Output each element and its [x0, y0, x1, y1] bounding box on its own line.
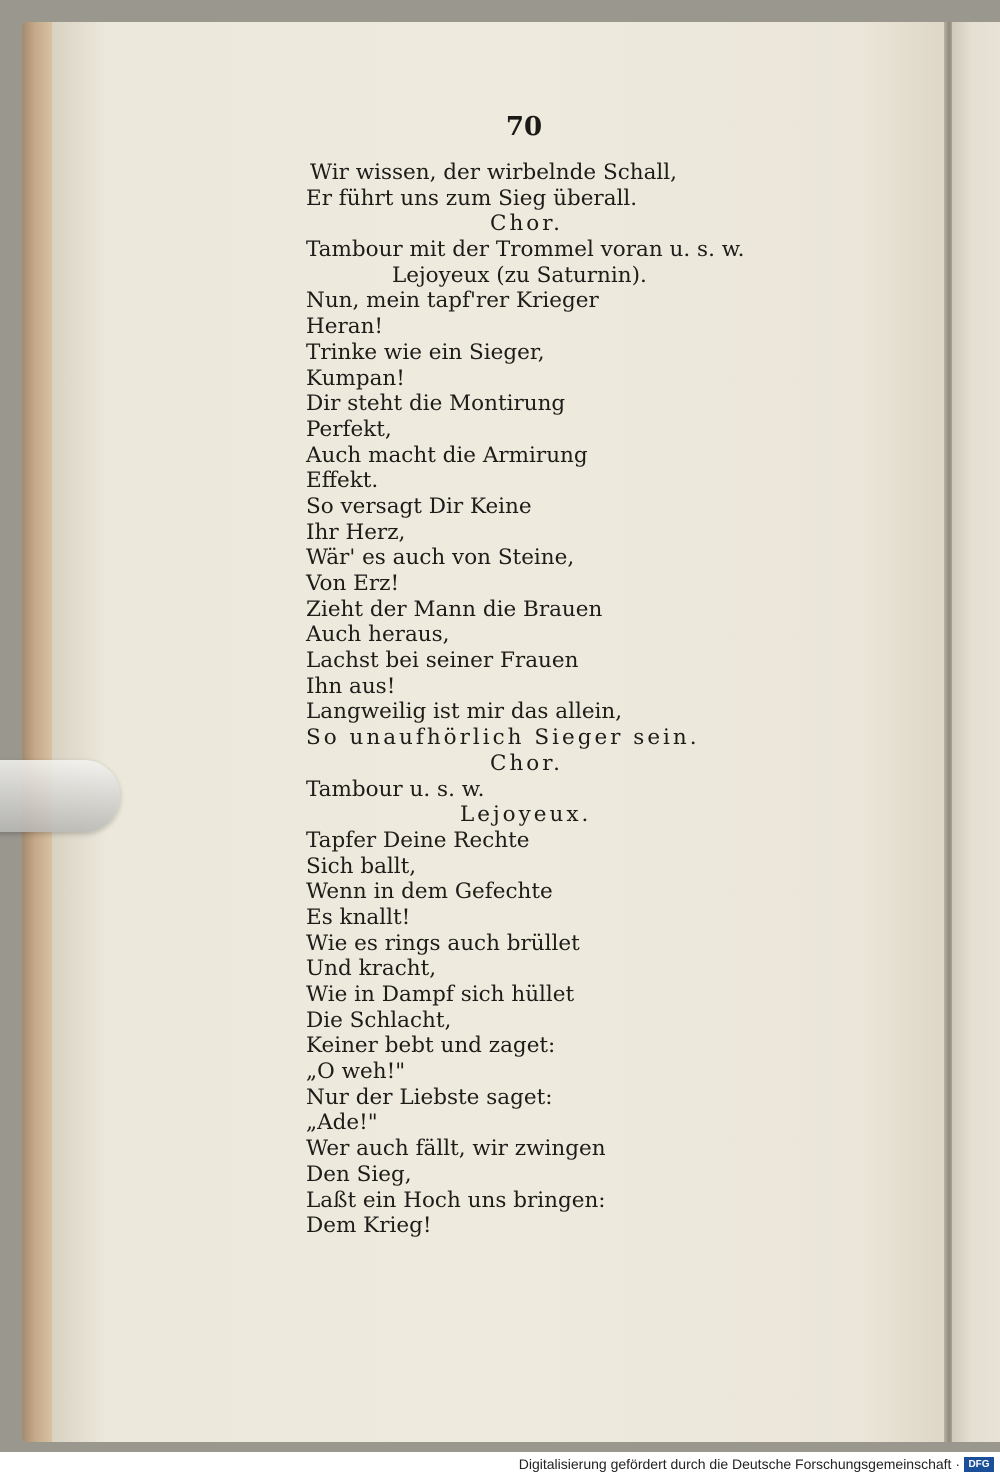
verse-line: Wir wissen, der wirbelnde Schall, — [310, 160, 678, 185]
verse-line: Sich ballt, — [306, 853, 417, 879]
verse-line: Nun, mein tapf'rer Krieger — [306, 288, 599, 314]
verse-line: Lachst bei seiner Frauen — [306, 648, 579, 674]
facing-page-edge — [952, 22, 1000, 1442]
dfg-logo: DFG — [964, 1457, 994, 1472]
verse-line: Auch macht die Armirung — [306, 442, 588, 468]
verse-line: Laßt ein Hoch uns bringen: — [306, 1187, 606, 1213]
verse-line: Nur der Liebste saget: — [306, 1084, 553, 1110]
speaker-heading: Lejoyeux. — [460, 802, 592, 828]
verse-line: Heran! — [306, 314, 384, 340]
verse-line: So versagt Dir Keine — [306, 493, 532, 519]
scanner-thumb-shadow — [0, 760, 120, 832]
verse-line: Und kracht, — [306, 956, 437, 982]
verse-line: Dir steht die Montirung — [306, 391, 566, 417]
verse-line: Ihn aus! — [306, 673, 396, 699]
verse-line: Ihr Herz, — [306, 519, 406, 545]
verse-line: Auch heraus, — [306, 622, 450, 648]
verse-line: Kumpan! — [306, 365, 405, 391]
verse-line: Es knallt! — [306, 904, 411, 930]
verse-line: Wie in Dampf sich hüllet — [306, 982, 575, 1007]
verse-line: Tapfer Deine Rechte — [306, 827, 530, 853]
verse-line: Den Sieg, — [306, 1161, 412, 1187]
speaker-heading: Lejoyeux (zu Saturnin). — [392, 262, 647, 288]
verse-line: Langweilig ist mir das allein, — [306, 699, 623, 725]
verse-line: Wer auch fällt, wir zwingen — [306, 1136, 606, 1162]
speaker-heading: Chor. — [490, 750, 563, 776]
verse-line: Effekt. — [306, 468, 379, 494]
verse-line: Perfekt, — [306, 416, 392, 442]
verse-line: „O weh!" — [306, 1059, 406, 1085]
verse-line: Er führt uns zum Sieg überall. — [306, 185, 638, 211]
verse-line: Wenn in dem Gefechte — [306, 879, 553, 905]
verse-line: „Ade!" — [306, 1110, 378, 1136]
verse-line: Dem Krieg! — [306, 1213, 432, 1239]
stage-direction: Tambour u. s. w. — [306, 776, 485, 802]
verse-line: Keiner bebt und zaget: — [306, 1033, 556, 1059]
stage-direction: Tambour mit der Trommel voran u. s. w. — [306, 237, 745, 263]
speaker-heading: Chor. — [490, 211, 563, 237]
verse-line: Die Schlacht, — [306, 1007, 452, 1033]
verse-line: Trinke wie ein Sieger, — [306, 339, 545, 365]
digitization-footer — [0, 1452, 1000, 1477]
verse-line: Zieht der Mann die Brauen — [306, 596, 603, 622]
verse-text — [306, 160, 866, 1239]
verse-line: Wie es rings auch brüllet — [306, 930, 580, 956]
funding-notice: Digitalisierung gefördert durch die Deutsche Forschungsgemeinschaft · — [518, 1456, 960, 1472]
verse-line: Von Erz! — [306, 571, 400, 596]
verse-line: Wär' es auch von Steine, — [306, 545, 575, 571]
page-number: 70 — [505, 112, 543, 142]
verse-line: So unaufhörlich Sieger sein. — [306, 725, 700, 751]
